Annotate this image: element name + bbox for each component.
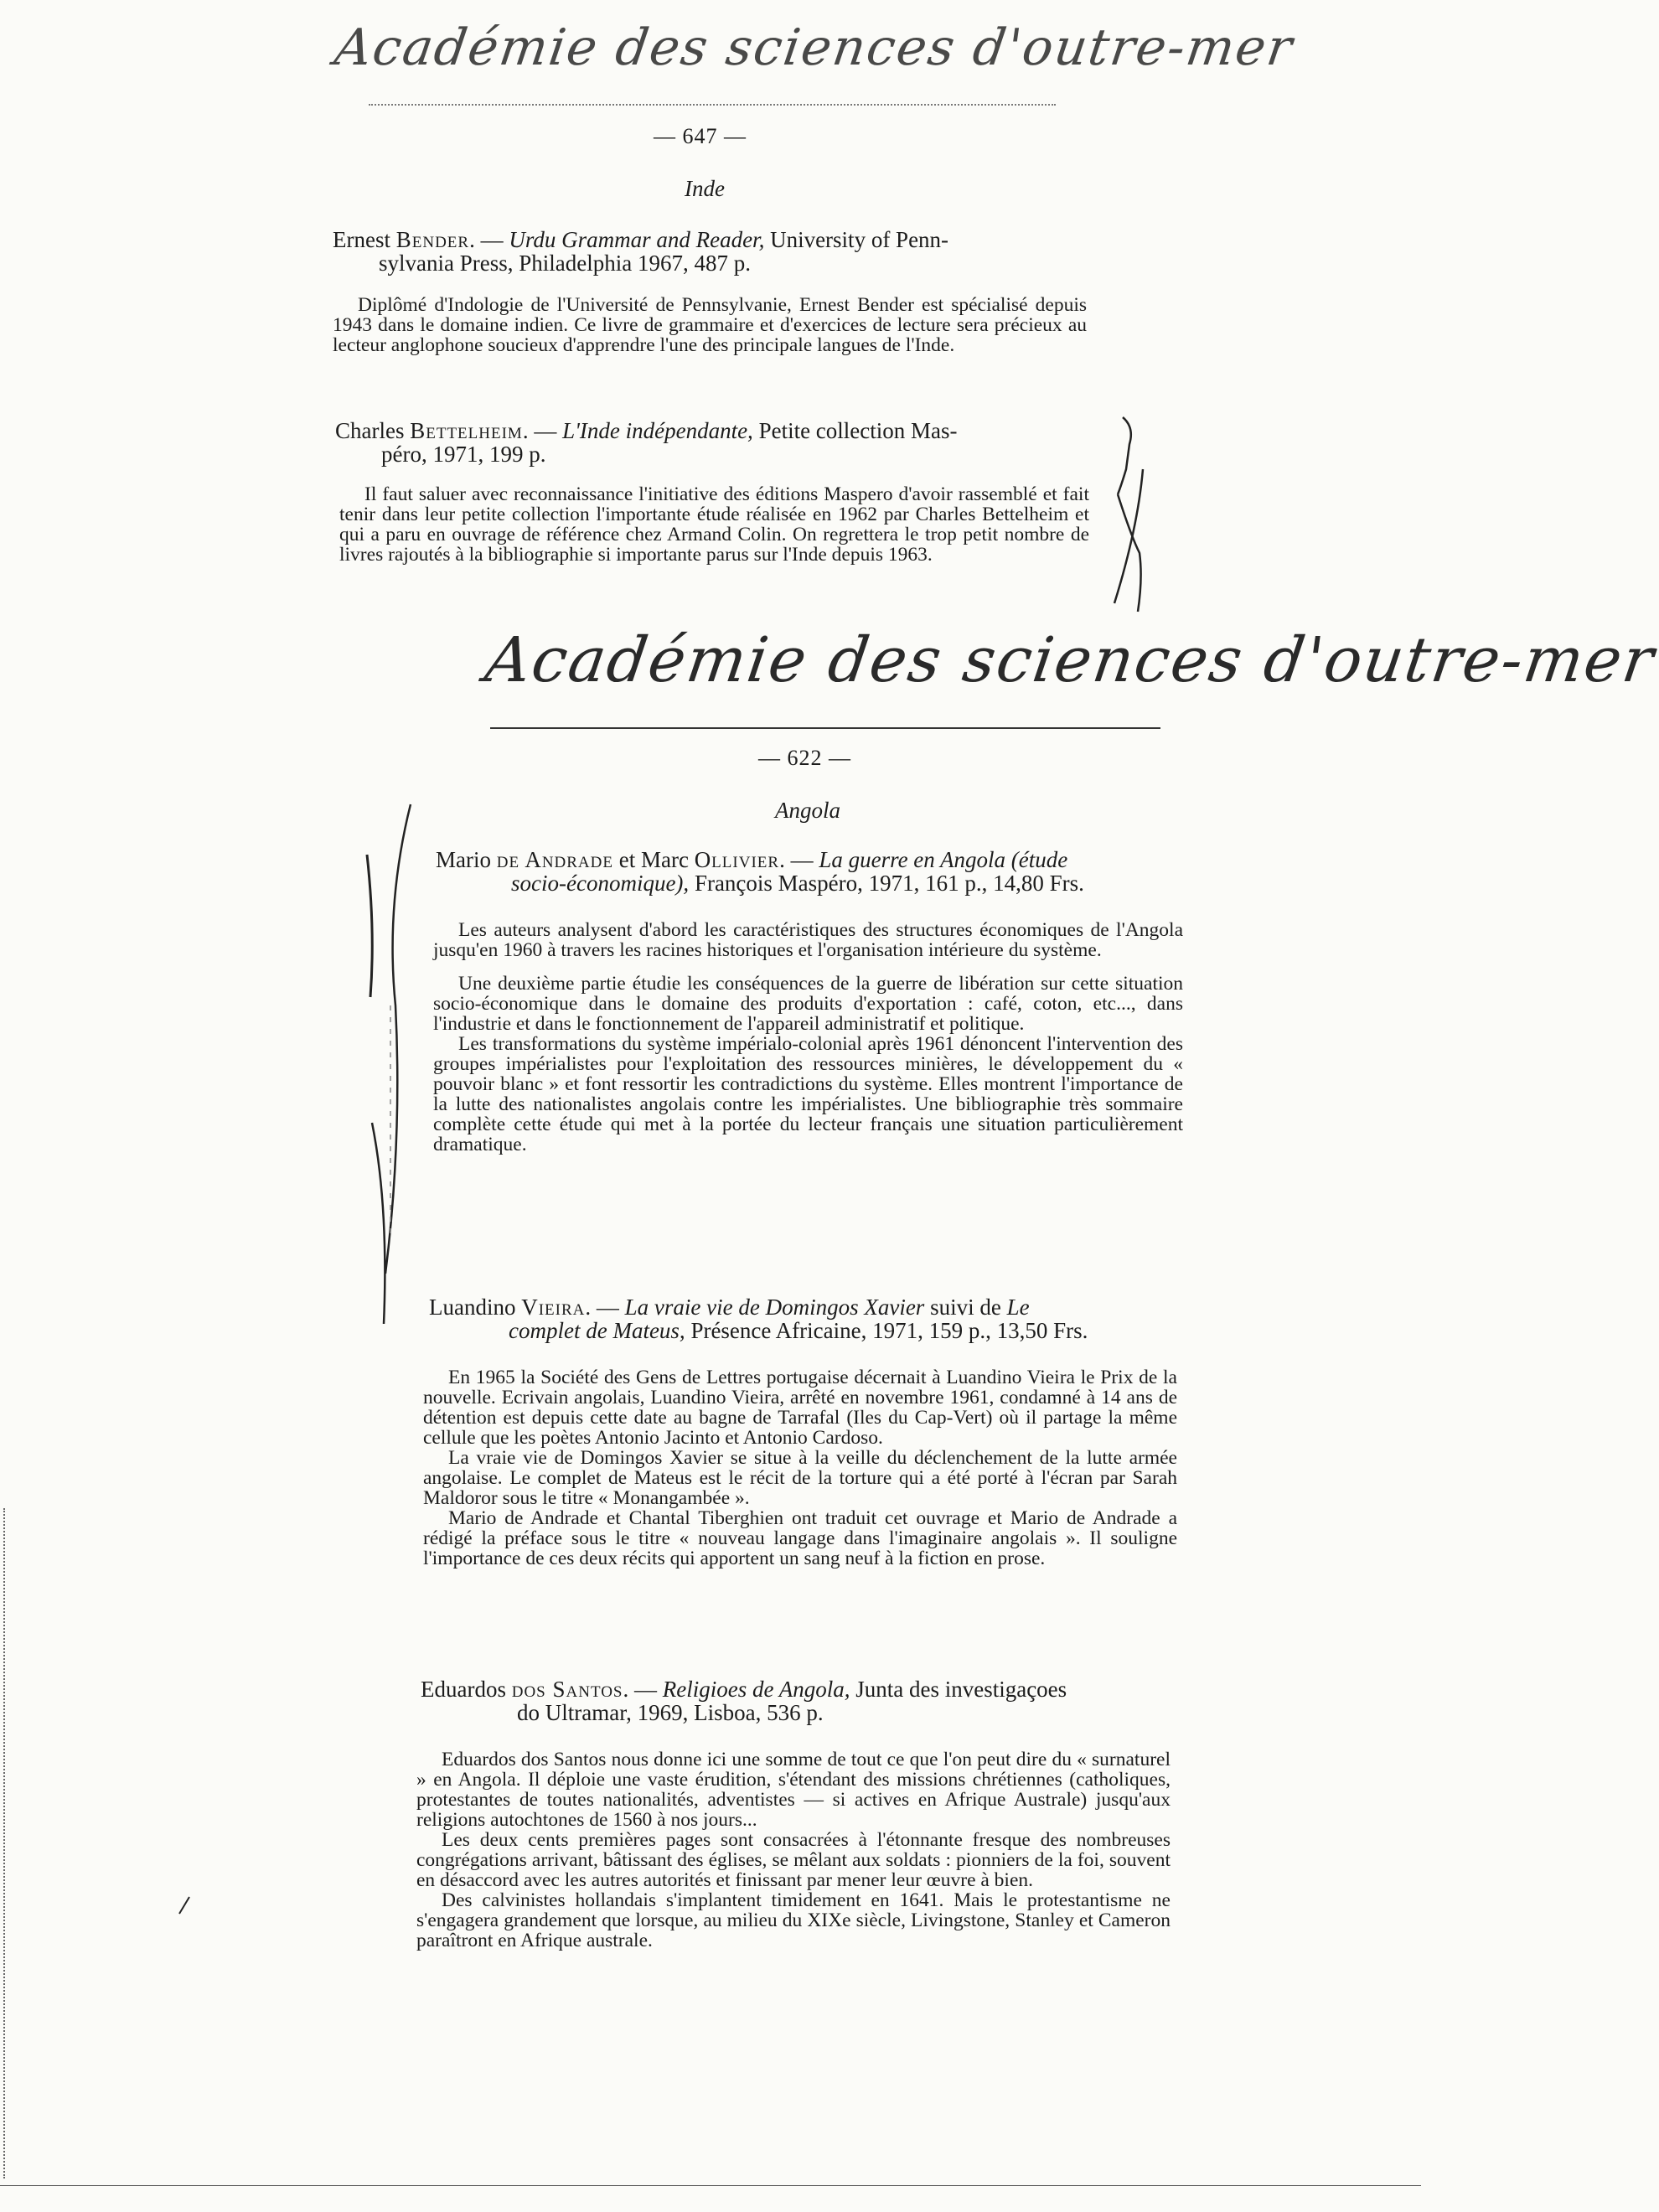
author-first: Ernest (333, 227, 390, 252)
page-number-lower: — 622 — (758, 746, 851, 770)
review-vieira (423, 1367, 1177, 1569)
book-title: La vraie vie de Domingos Xavier (624, 1295, 925, 1320)
author-last: Vieira (521, 1295, 586, 1320)
author-first: Charles (335, 418, 405, 443)
author-last-2: Ollivier (694, 847, 780, 872)
left-edge-dotted (3, 1508, 5, 2178)
entry-heading-santos (421, 1677, 1067, 1724)
pen-tick (176, 1895, 193, 1915)
author-first: Mario (436, 847, 491, 872)
dotted-rule-top (369, 104, 1056, 106)
review-paragraph: Les deux cents premières pages sont consacrées à l'étonnante fresque des nombreuses congrégations arrivant, bâtissant des églises, se mêlant aux soldats : pionniers de la foi, souvent en désaccord avec les autres autorités et finissant par mener leur œuvre à bien. (416, 1829, 1171, 1891)
review-paragraph: Les auteurs analysent d'abord les caractéristiques des structures économiques de l'Angola jusqu'en 1960 à travers les racines historiques et l'organisation intérieure du système. (433, 919, 1183, 961)
margin-bracket-left (352, 804, 419, 1341)
publisher-line2: péro, 1971, 199 p. (381, 442, 546, 467)
book-title-2: Le (1006, 1295, 1030, 1320)
author-joiner: et Marc (618, 847, 689, 872)
publisher-line1: Petite collection Mas- (758, 418, 958, 443)
separator: . — (623, 1677, 658, 1702)
book-title: L'Inde indépendante, (562, 418, 753, 443)
book-title: Urdu Grammar and Reader, (509, 227, 765, 252)
publisher-line: Présence Africaine, 1971, 159 p., 13,50 Frs. (690, 1318, 1088, 1343)
separator: . — (522, 418, 557, 443)
title-joiner: suivi de (930, 1295, 1001, 1320)
entry-heading-bettelheim (335, 419, 958, 466)
review-paragraph: La vraie vie de Domingos Xavier se situe à la veille du déclenchement de la lutte armée angolaise. Le complet de Mateus est le récit de la torture qui a été porté à l'écran par Sarah Maldoror sous le titre « Monangambée ». (423, 1447, 1177, 1509)
page-number-upper: — 647 — (654, 124, 747, 148)
publisher-line2: sylvania Press, Philadelphia 1967, 487 p. (379, 251, 751, 276)
section-title-lower: Angola (775, 798, 840, 823)
book-title: La guerre en Angola (étude (819, 847, 1068, 872)
entry-heading-andrade (436, 848, 1084, 895)
review-paragraph: Diplômé d'Indologie de l'Université de Pennsylvanie, Ernest Bender est spécialisé depuis 1943 dans le domaine indien. Ce livre de grammaire et d'exercices de lecture sera précieux au lecteur anglophone soucieux d'apprendre l'une des principale langues de l'Inde. (333, 294, 1087, 356)
title-publisher-line2 (429, 1319, 1088, 1342)
separator: . — (585, 1295, 619, 1320)
author-first: Eduardos (421, 1677, 506, 1702)
section-title-upper: Inde (685, 176, 725, 201)
separator: . — (469, 227, 504, 252)
margin-bracket-right (1106, 411, 1156, 620)
separator: . — (779, 847, 814, 872)
book-title-2-cont: complet de Mateus, (509, 1318, 685, 1343)
review-paragraph: Les transformations du système impérialo-colonial après 1961 dénoncent l'intervention des groupes impérialistes pour l'exploitation des ressources minières, le développement du « pouvoir blanc » et font ressortir les contradictions du système. Elles montrent l'importance de la lutte des nationalistes angolais contre les impérialistes. Une bibliographie très sommaire complète cette étude qui met à la portée du lecteur français une situation particulièrement dramatique. (433, 1033, 1183, 1155)
review-bender (333, 295, 1087, 355)
bottom-rule (0, 2185, 1421, 2186)
review-santos (416, 1749, 1171, 1951)
review-paragraph: En 1965 la Société des Gens de Lettres portugaise décernait à Luandino Vieira le Prix de la nouvelle. Ecrivain angolais, Luandino Vieira, arrêté en novembre 1961, condamné à 14 ans de détention est depuis cette date au bagne de Tarrafal (Iles du Cap-Vert) où il partage la même cellule que les poètes Antonio Jacinto et Antonio Cardoso. (423, 1367, 1177, 1449)
author-last: dos Santos (511, 1677, 623, 1702)
publisher-line: François Maspéro, 1971, 161 p., 14,80 Frs. (694, 871, 1084, 896)
review-paragraph: Eduardos dos Santos nous donne ici une somme de tout ce que l'on peut dire du « surnaturel » en Angola. Il déploie une vaste érudition, s'étendant des missions chrétiennes (catholiques, protestantes de toutes nationalités, adventistes — si actives en Afrique Australe) jusqu'aux religions autochtones de 1560 à nos jours... (416, 1749, 1171, 1831)
publisher-line1: University of Penn- (770, 227, 949, 252)
review-paragraph: Il faut saluer avec reconnaissance l'initiative des éditions Maspero d'avoir rassemblé et fait tenir dans leur petite collection l'importante étude réalisée en 1962 par Charles Bettelheim et qui a paru en ouvrage de référence chez Armand Colin. On regrettera le trop petit nombre de livres rajoutés à la bibliographie si importante parus sur l'Inde depuis 1963. (339, 483, 1089, 566)
entry-heading-vieira (429, 1295, 1088, 1342)
review-bettelheim (339, 484, 1089, 565)
author-last: de Andrade (496, 847, 613, 872)
book-title-cont: socio-économique), (511, 871, 690, 896)
publisher-line2: do Ultramar, 1969, Lisboa, 536 p. (517, 1700, 824, 1725)
publisher-line1: Junta des investigaçoes (855, 1677, 1067, 1702)
underline-rule-middle (490, 727, 1160, 729)
author-last: Bender (395, 227, 470, 252)
author-first: Luandino (429, 1295, 516, 1320)
handwritten-note-middle: Académie des sciences d'outre-mer (480, 624, 1659, 696)
review-paragraph: Mario de Andrade et Chantal Tiberghien ont traduit cet ouvrage et Mario de Andrade a rédigé la préface sous le titre « nouveau langage dans l'imaginaire angolais ». Il souligne l'importance de ces deux récits qui apportent un sang neuf à la fiction en prose. (423, 1507, 1177, 1569)
review-paragraph: Une deuxième partie étudie les conséquences de la guerre de libération sur cette situation socio-économique dans le domaine des produits d'exportation : café, coton, etc..., dans l'industrie et dans le fonctionnement de l'appareil administratif et politique. (433, 973, 1183, 1035)
handwritten-note-top: Académie des sciences d'outre-mer (331, 18, 1298, 77)
review-andrade (433, 920, 1183, 1155)
book-title: Religioes de Angola, (662, 1677, 850, 1702)
title-publisher-line2 (436, 871, 1084, 895)
entry-heading-bender (333, 228, 948, 275)
review-paragraph: Des calvinistes hollandais s'implantent timidement en 1641. Mais le protestantisme ne s'engagera grandement que lorsque, au milieu du XIXe siècle, Livingstone, Stanley et Cameron paraîtront en Afrique australe. (416, 1889, 1171, 1951)
author-last: Bettelheim (410, 418, 523, 443)
